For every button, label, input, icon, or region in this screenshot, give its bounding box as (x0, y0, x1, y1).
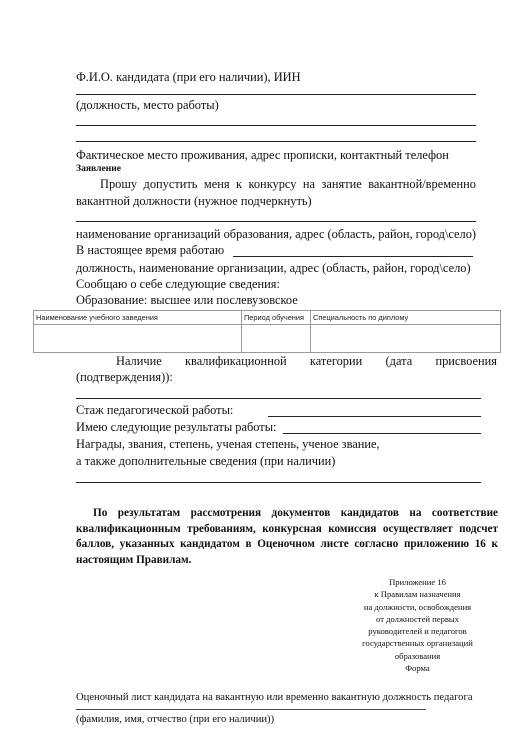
results-underline (283, 433, 481, 434)
position-label: (должность, место работы) (76, 98, 219, 112)
qualification-word: категории (309, 354, 363, 368)
residence-label: Фактическое место проживания, адрес прописки, контактный телефон (76, 148, 449, 162)
position-underline-1 (76, 125, 476, 126)
annex-line: Приложение 16 (389, 577, 446, 587)
fullname-label: (фамилия, имя, отчество (при его наличии)) (76, 714, 275, 725)
table-header-period: Период обучения (244, 313, 305, 322)
currently-underline (233, 256, 473, 257)
org-label: наименование организаций образования, адрес (область, район, город\село) (76, 227, 477, 241)
annex-line: Форма (405, 663, 430, 674)
qualification-word: квалификационной (184, 354, 287, 368)
experience-label: Стаж педагогической работы: (76, 403, 234, 417)
qualification-line-1 (116, 354, 497, 369)
results-label: Имею следующие результаты работы: (76, 420, 277, 434)
annex-block (355, 576, 480, 674)
fio-underline (76, 94, 476, 95)
qualification-underline (76, 398, 481, 399)
evaluation-title: Оценочный лист кандидата на вакантную или временно вакантную должность педагога (76, 692, 473, 703)
qualification-line-2: (подтверждения)): (76, 370, 173, 384)
commission-paragraph: По результатам рассмотрения документов кандидатов на соответствие квалификационным требованиям, конкурсная комиссия осуществляет подсчет баллов, указанных кандидатом в Оценочном листе согласно приложению 16 к настоящим Правилам. (76, 507, 498, 566)
education-table (33, 310, 501, 353)
request-line-1: Прошу допустить меня к конкурсу на занятие вакантной/временно (100, 177, 476, 191)
annex-line: к Правилам назначения (374, 589, 461, 600)
education-label: Образование: высшее или послевузовское (76, 293, 298, 307)
table-column-divider (241, 311, 242, 352)
annex-line: на должности, освобождения (363, 601, 472, 612)
inform-label: Сообщаю о себе следующие сведения: (76, 277, 280, 291)
annex-line: руководителей и педагогов (368, 626, 467, 637)
qualification-word: Наличие (116, 354, 162, 368)
table-header-institution: Наименование учебного заведения (36, 313, 158, 322)
currently-label: В настоящее время работаю (76, 243, 225, 257)
position-underline-2 (76, 141, 476, 142)
table-column-divider (310, 311, 311, 352)
annex-line: государственных организаций (362, 638, 473, 649)
statement-title: Заявление (76, 163, 122, 174)
qualification-word: присвоения (435, 354, 497, 368)
qualification-word: (дата (385, 354, 413, 368)
table-header-specialty: Специальность по диплому (313, 313, 409, 322)
fio-label: Ф.И.О. кандидата (при его наличии), ИИН (76, 70, 301, 84)
experience-underline (268, 416, 481, 417)
table-row-divider (34, 324, 500, 325)
request-line-2: вакантной должности (нужное подчеркнуть) (76, 194, 312, 208)
annex-line: от должностей первых (376, 613, 459, 624)
awards-line-2: а также дополнительные сведения (при наличии) (76, 454, 336, 468)
annex-line: образования (394, 650, 441, 661)
fullname-underline (76, 709, 426, 710)
awards-underline (76, 482, 481, 483)
position-org-label: должность, наименование организации, адрес (область, район, город\село) (76, 261, 471, 275)
org-underline (76, 221, 476, 222)
awards-line-1: Награды, звания, степень, ученая степень, ученое звание, (76, 437, 380, 451)
